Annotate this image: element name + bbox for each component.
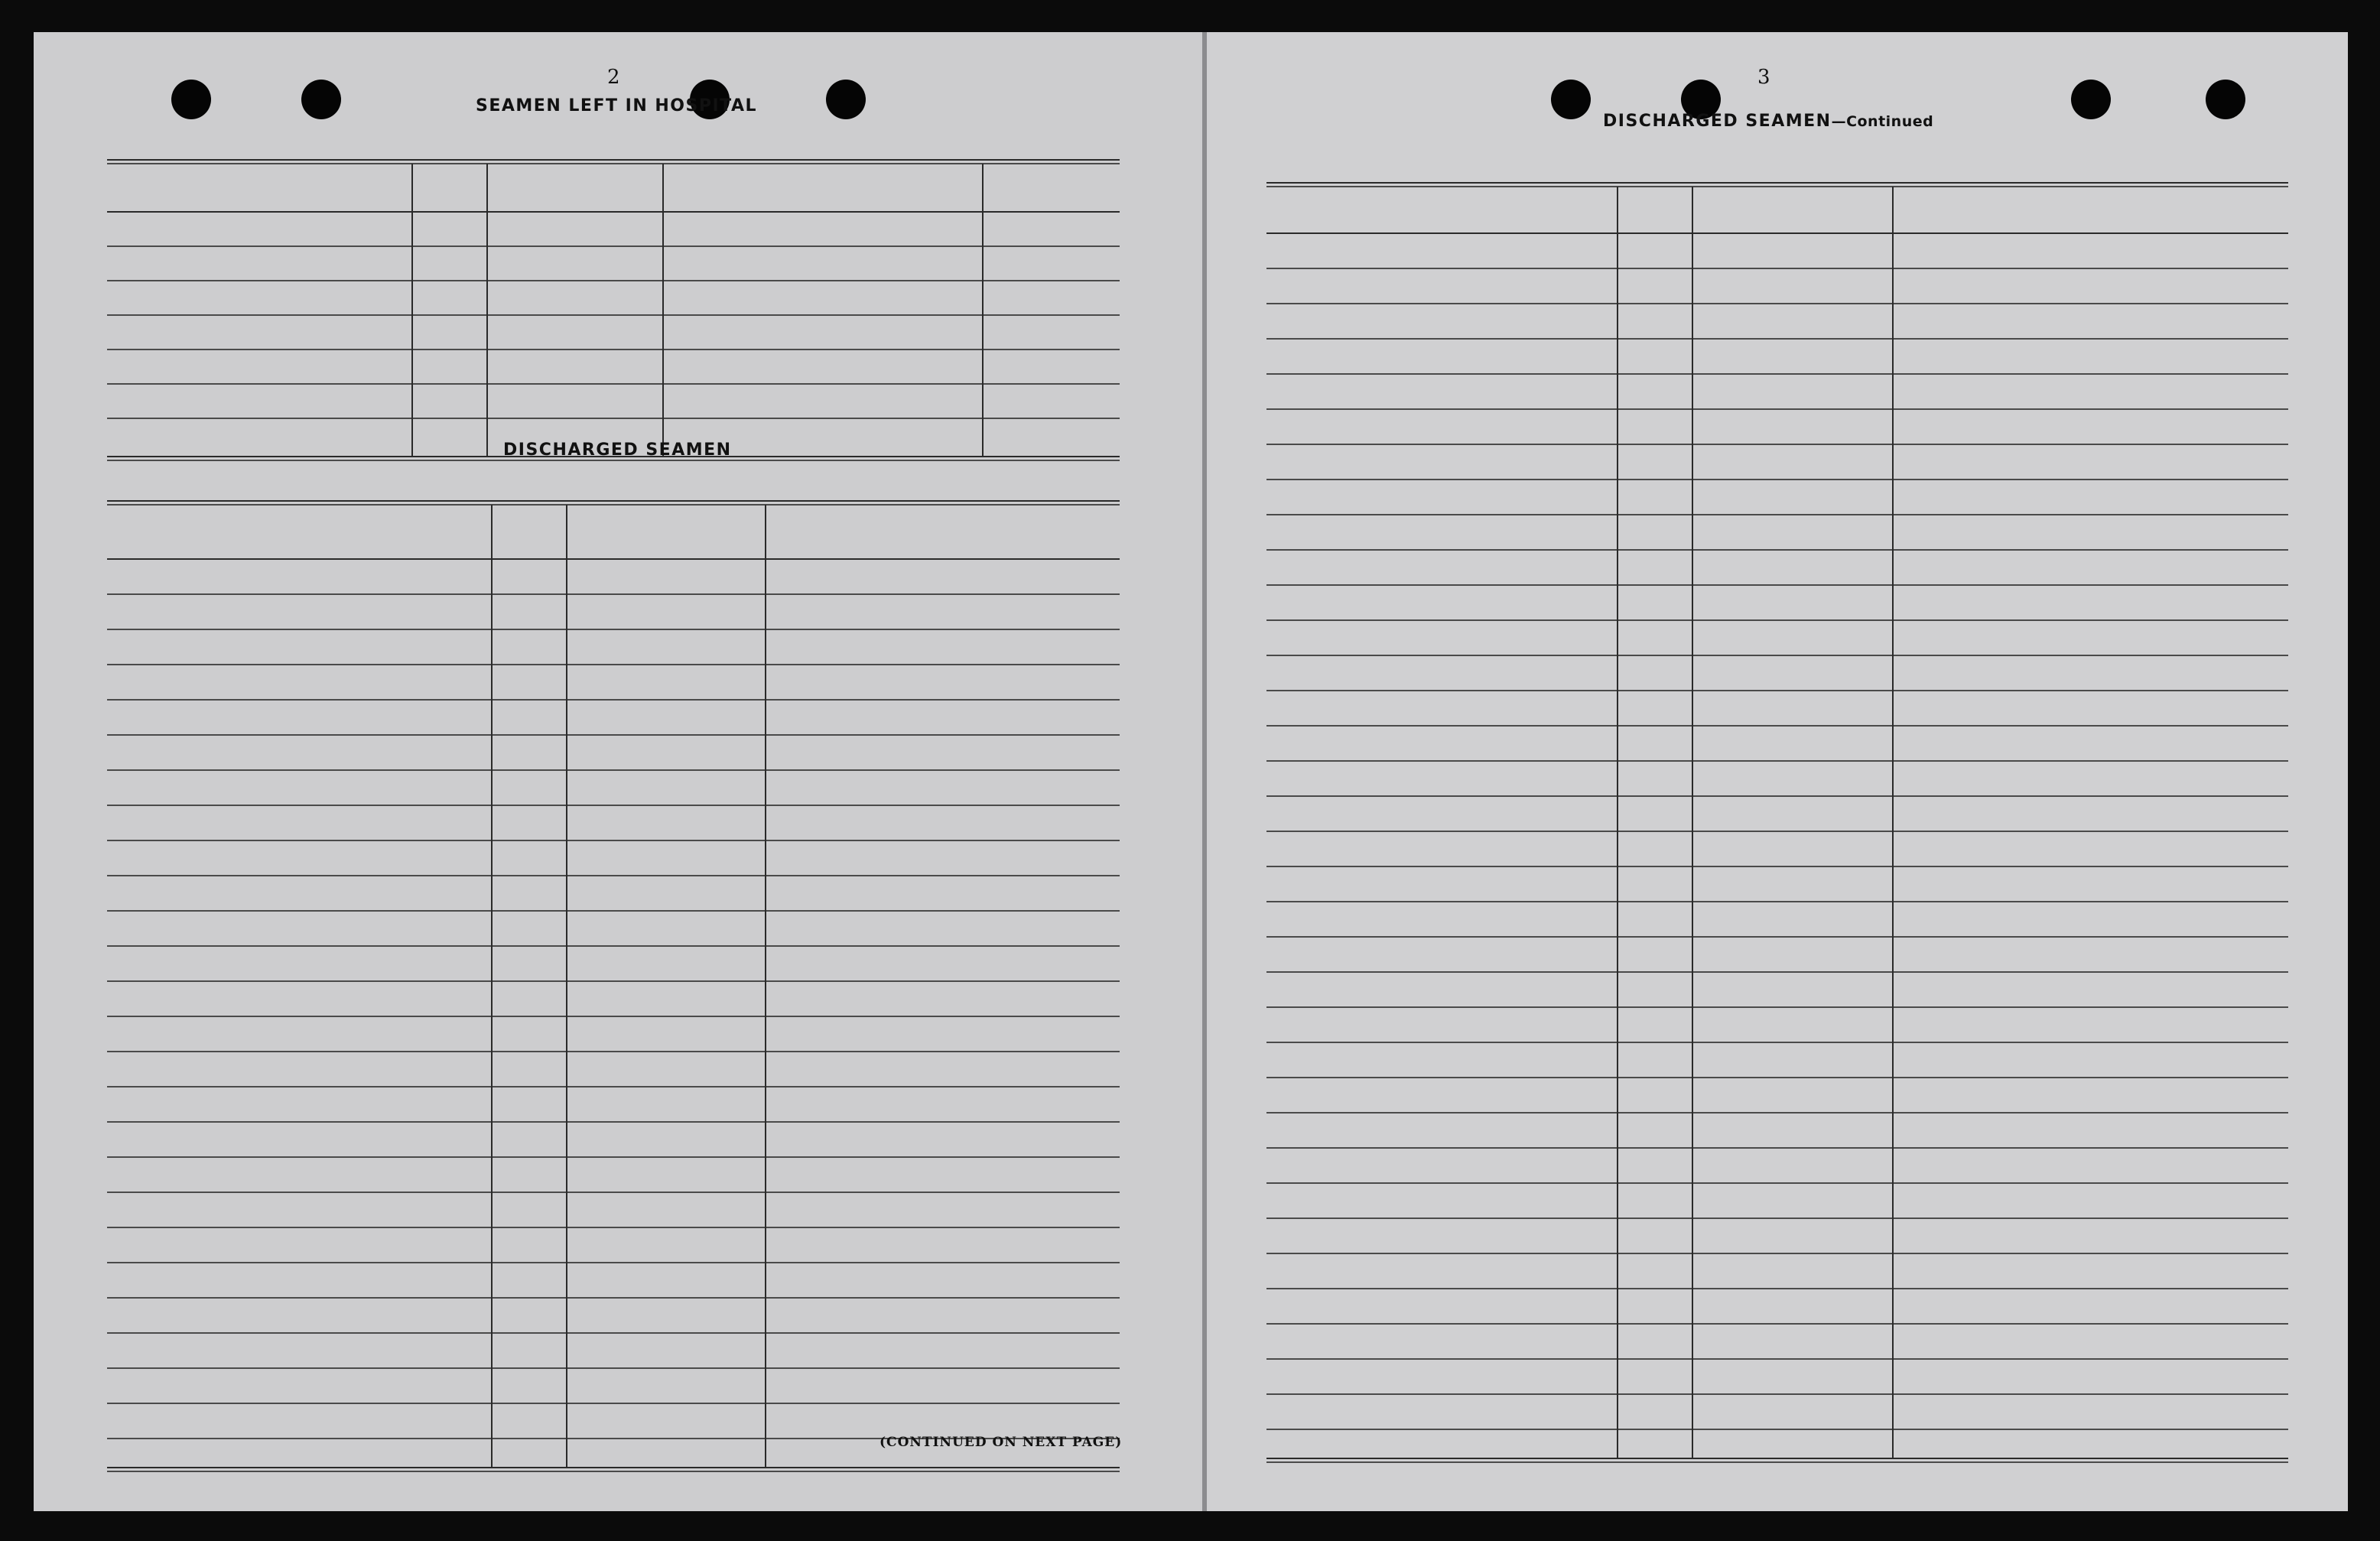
header-rule	[107, 211, 1120, 213]
row-rule	[1266, 866, 2288, 867]
row-rule	[107, 840, 1120, 841]
row-rule	[107, 945, 1120, 947]
row-rule	[107, 245, 1120, 247]
row-rule	[107, 769, 1120, 771]
row-rule	[1266, 760, 2288, 762]
row-rule	[107, 664, 1120, 665]
table-bottom-rule	[107, 460, 1120, 461]
row-rule	[1266, 690, 2288, 691]
row-rule	[1266, 655, 2288, 656]
row-rule	[107, 593, 1120, 595]
discharged-section-title: DISCHARGED SEAMEN	[503, 441, 732, 460]
row-rule	[1266, 1429, 2288, 1430]
column-divider	[491, 505, 493, 1467]
punch-hole	[2071, 80, 2111, 119]
column-divider	[411, 164, 413, 456]
row-rule	[107, 1332, 1120, 1334]
row-rule	[107, 734, 1120, 736]
table-top-rule	[107, 159, 1120, 161]
row-rule	[1266, 584, 2288, 586]
row-rule	[107, 699, 1120, 701]
table-top-rule	[1266, 182, 2288, 184]
left-page	[34, 32, 1202, 1511]
row-rule	[1266, 479, 2288, 480]
row-rule	[1266, 1042, 2288, 1043]
table-bottom-rule	[1266, 1461, 2288, 1463]
row-rule	[107, 1367, 1120, 1369]
table-top-rule	[107, 163, 1120, 164]
row-rule	[1266, 1077, 2288, 1078]
punch-hole	[171, 80, 211, 119]
row-rule	[1266, 1147, 2288, 1149]
row-rule	[1266, 268, 2288, 269]
row-rule	[1266, 1006, 2288, 1008]
page-number: 2	[607, 66, 620, 89]
row-rule	[1266, 901, 2288, 902]
table-bottom-rule	[1266, 1458, 2288, 1459]
row-rule	[1266, 1288, 2288, 1289]
row-rule	[1266, 408, 2288, 410]
continued-note: (CONTINUED ON NEXT PAGE)	[879, 1435, 1123, 1450]
row-rule	[107, 314, 1120, 316]
title-suffix: —Continued	[1831, 113, 1934, 130]
row-rule	[107, 1262, 1120, 1263]
row-rule	[107, 1121, 1120, 1123]
row-rule	[107, 349, 1120, 350]
row-rule	[107, 629, 1120, 630]
row-rule	[107, 1403, 1120, 1404]
discharged-continued-title	[1603, 112, 1933, 131]
row-rule	[1266, 514, 2288, 515]
row-rule	[107, 383, 1120, 385]
row-rule	[1266, 619, 2288, 621]
column-divider	[765, 505, 766, 1467]
punch-hole	[1551, 80, 1591, 119]
row-rule	[1266, 971, 2288, 973]
row-rule	[1266, 936, 2288, 938]
row-rule	[107, 1297, 1120, 1299]
column-divider	[1892, 187, 1894, 1458]
row-rule	[107, 805, 1120, 806]
row-rule	[1266, 444, 2288, 445]
table-top-rule	[107, 504, 1120, 506]
row-rule	[107, 910, 1120, 912]
column-divider	[982, 164, 984, 456]
column-divider	[486, 164, 488, 456]
row-rule	[1266, 1182, 2288, 1184]
hospital-table	[107, 159, 1120, 460]
punch-hole	[301, 80, 341, 119]
punch-hole	[826, 80, 866, 119]
row-rule	[1266, 549, 2288, 551]
header-rule	[1266, 232, 2288, 234]
row-rule	[107, 418, 1120, 419]
table-bottom-rule	[107, 1471, 1120, 1472]
page-number: 3	[1757, 66, 1770, 89]
row-rule	[107, 1192, 1120, 1193]
row-rule	[107, 1016, 1120, 1017]
title-main: DISCHARGED SEAMEN	[1603, 112, 1832, 131]
row-rule	[1266, 1112, 2288, 1113]
row-rule	[107, 1227, 1120, 1228]
right-page	[1207, 32, 2348, 1511]
row-rule	[107, 980, 1120, 982]
row-rule	[1266, 1253, 2288, 1254]
row-rule	[1266, 303, 2288, 304]
table-top-rule	[1266, 186, 2288, 187]
row-rule	[1266, 1323, 2288, 1325]
row-rule	[1266, 725, 2288, 727]
row-rule	[1266, 831, 2288, 832]
row-rule	[1266, 795, 2288, 797]
row-rule	[107, 1156, 1120, 1158]
row-rule	[1266, 1358, 2288, 1360]
row-rule	[1266, 1218, 2288, 1219]
row-rule	[107, 1051, 1120, 1052]
row-rule	[1266, 1393, 2288, 1395]
row-rule	[107, 1086, 1120, 1087]
row-rule	[1266, 373, 2288, 375]
row-rule	[107, 875, 1120, 876]
table-top-rule	[107, 500, 1120, 502]
discharged-table	[107, 500, 1123, 1473]
punch-hole	[2206, 80, 2245, 119]
discharged-continued-table	[1266, 182, 2288, 1464]
table-bottom-rule	[107, 1467, 1120, 1468]
column-divider	[1617, 187, 1618, 1458]
hospital-section-title: SEAMEN LEFT IN HOSPITAL	[476, 96, 758, 115]
column-divider	[1692, 187, 1693, 1458]
row-rule	[1266, 338, 2288, 340]
column-divider	[566, 505, 567, 1467]
column-divider	[662, 164, 664, 456]
header-rule	[107, 558, 1120, 560]
row-rule	[107, 280, 1120, 281]
